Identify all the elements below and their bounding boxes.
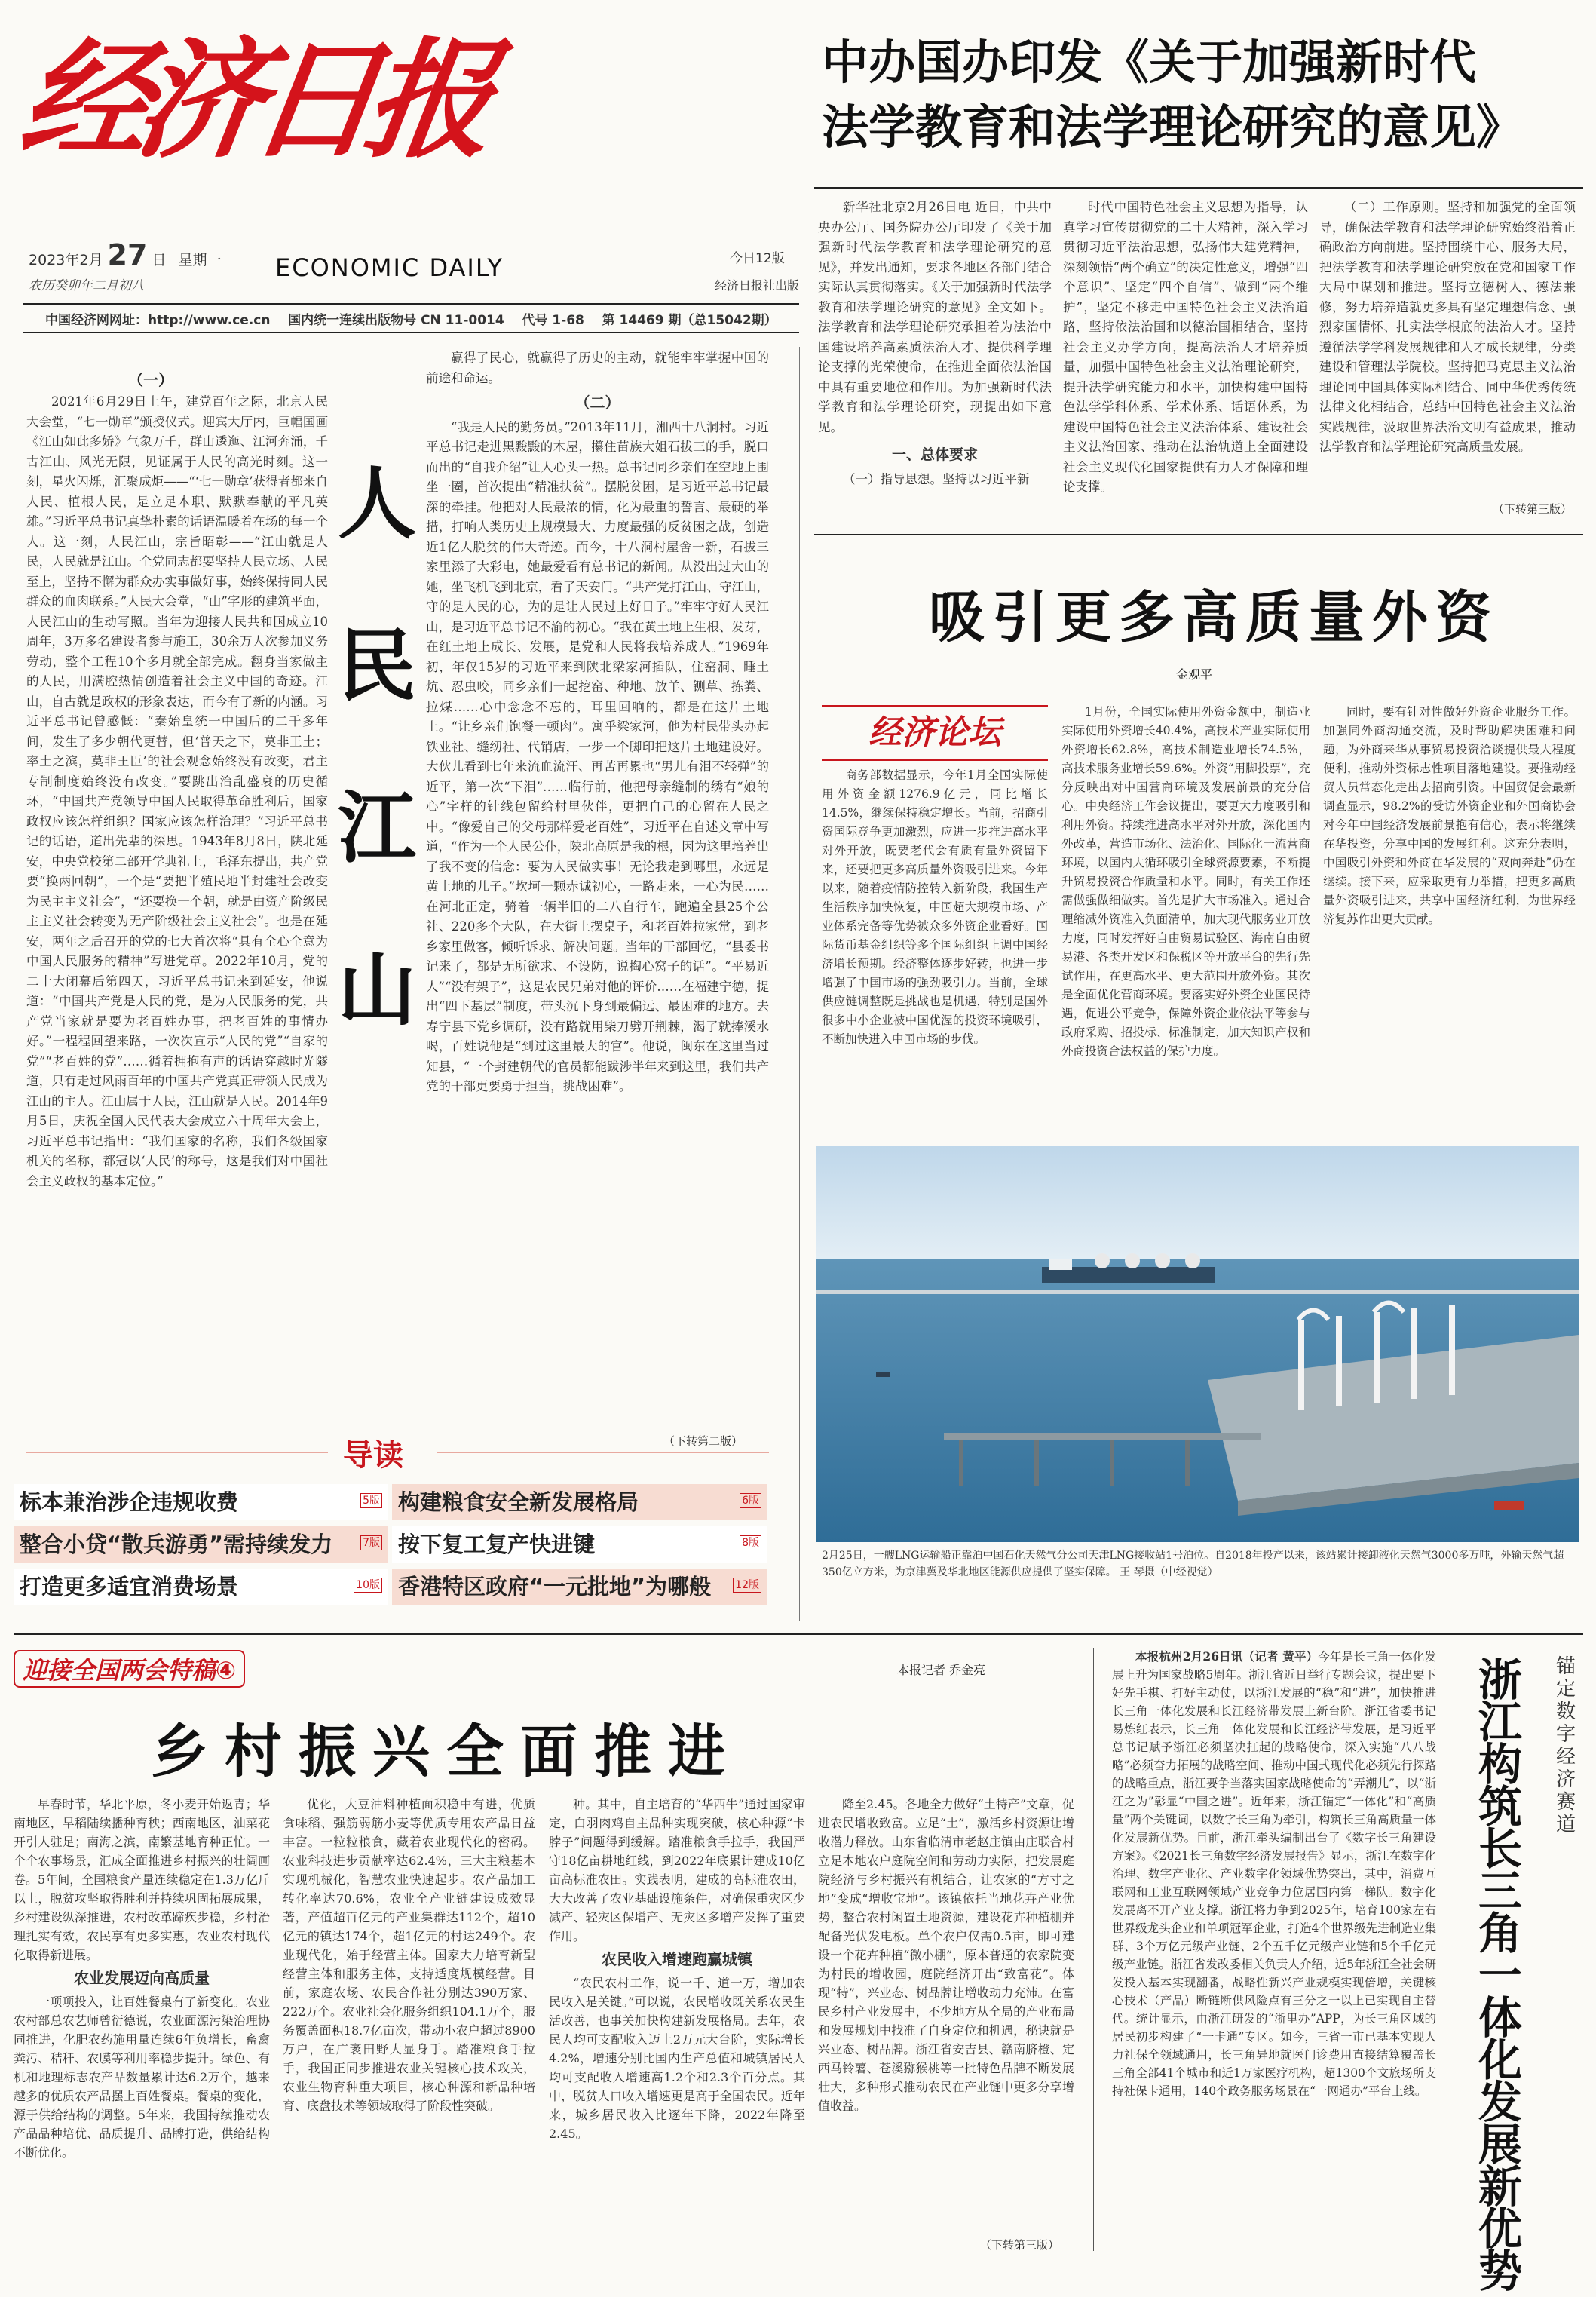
toc-item-6[interactable]: 香港特区政府“一元批地”为哪般 12版: [392, 1569, 767, 1605]
foreign-headline: 吸引更多高质量外资: [929, 585, 1499, 650]
date: 2023年2月 27 日 星期一: [29, 238, 222, 271]
law-article-col1: 新华社北京2月26日电 近日，中共中央办公厅、国务院办公厅印发了《关于加强新时代法学教育和法学理论研究的意见》，并发出通知，要求各地区各部门结合实际认真贯彻落实。《关于加强新时代法学教育和法学理论研究的意见》全文如下。法学教育和法学理论研究承担着为法治中国建设培养高素质法治人才、提供科学理论支撑的光荣使命，在推进全面依法治国中具有重要地位和作用。为加强新时代法学教育和法学理论研究，现提出如下意见。 一、总体要求 （一）指导思想。坚持以习近平新: [818, 200, 1052, 486]
headline1-rule: [814, 187, 1583, 189]
toc-title: 导读: [343, 1438, 403, 1473]
date-day: 27: [107, 238, 148, 271]
law-article-bottom-rule: [814, 534, 1583, 535]
rural-tag: 迎接全国两会特稿④: [14, 1650, 245, 1688]
masthead-rule: [23, 303, 799, 305]
publisher: 经济日报社出版: [715, 278, 800, 293]
zhejiang-headline: 浙江构筑长三角一体化发展新优势: [1478, 1655, 1522, 2297]
toc-item-4[interactable]: 按下复工复产快进键 8版: [392, 1526, 767, 1563]
lng-terminal-photo: [816, 1146, 1579, 1542]
commentary-jump: （下转第二版）: [663, 1434, 743, 1448]
law-article-col2: 时代中国特色社会主义思想为指导，认真学习宣传贯彻党的二十大精神，深入学习贯彻习近平法治思想，弘扬伟大建党精神，深刻领悟“两个确立”的决定性意义，增强“四个意识”、坚定“四个自信”、做到“两个维护”，坚定不移走中国特色社会主义法治道路，坚持依法治国和以德治国相结合，坚持社会主义办学方向，提高法治人才培养质量，加强中国特色社会主义法治理论研究，提升法学研究能力和水平，加快构建中国特色法学学科体系、学术体系、话语体系，为建设中国特色社会主义法治体系、建设社会主义法治国家、推动在法治轨道上全面建设社会主义现代化国家提供有力人才保障和理论支撑。: [1063, 200, 1308, 494]
rural-col1: 早春时节，华北平原，冬小麦开始返青；华南地区，早稻陆续播种育秧；西南地区，油菜花开引人驻足；南海之滨，南繁基地育种正忙。一个个农事场景，汇成全面推进乡村振兴的壮阔画卷。5年间，全国粮食产量连续稳定在1.3万亿斤以上，脱贫攻坚取得胜利并持续巩固拓展成果，乡村建设纵深推进，农村改革蹄疾步稳，乡村治理扎实有效，农民享有更多实惠，农业农村现代化取得新进展。 农业发展迈向高质量 一项项投入，让百姓餐桌有了新变化。农业农村部总农艺师曾衍德说，农业面源污染治理协同推进，化肥农药施用量连续6年负增长，畜禽粪污、秸秆、农膜等利用率稳步提升。绿色、有机和地理标志农产品数量累计达6.2万个，越来越多的优质农产品摆上百姓餐桌。餐桌的变化，源于供给结构的调整。5年来，我国持续推动农产品品种培优、品质提升、品牌打造，供给结构不断优化。: [14, 1797, 270, 2160]
rural-headline: 乡村振兴全面推进: [151, 1718, 742, 1785]
rural-zhejiang-divider: [1093, 1648, 1094, 2251]
law-article-col3: （二）工作原则。坚持和加强党的全面领导，确保法学教育和法学理论研究始终沿着正确政治方向前进。坚持围绕中心、服务大局，把法学教育和法学理论研究放在党和国家工作大局中谋划和推进。坚持立德树人、德法兼修，努力培养造就更多具有坚定理想信念、强烈家国情怀、扎实法学根底的法治人才。坚持遵循法学学科发展规律和人才成长规律，分类建设和管理法学院校。坚持把马克思主义法治理论同中国具体实际相结合、同中华优秀传统法律文化相结合，总结中国特色社会主义法治实践规律，汲取世界法治文明有益成果，推动法学教育和法学理论研究高质量发展。: [1319, 200, 1576, 454]
toc-item-1[interactable]: 标本兼治涉企违规收费 5版: [14, 1484, 388, 1520]
toc-divider-right: [437, 1452, 769, 1453]
foreign-col2: 1月份，全国实际使用外资金额中，制造业实际使用外资增长40.4%，高技术产业实际使用外资增长62.8%，高技术制造业增长74.5%，高技术服务业增长59.6%。外资“用脚投票”，充分反映出对中国营商环境及发展前景的充分信心。中央经济工作会议提出，要更大力度吸引和利用外资。持续推进高水平对外开放，深化国内外改革，营造市场化、法治化、国际化一流营商环境，以国内大循环吸引全球资源要素，不断提升贸易投资合作质量和水平。同时，有关工作还需做强做细做实。首先是扩大市场准入。通过合理缩减外资准入负面清单，加大现代服务业开放力度，同时发挥好自由贸易试验区、海南自由贸易港、各类开发区和保税区等开放平台的先行先试作用，在更高水平、更大范围开放外资。其次是全面优化营商环境。要落实好外资企业国民待遇，促进公平竞争，保障外资企业依法平等参与政府采购、招投标、标准制定，加大知识产权和外商投资合法权益的保护力度。: [1061, 705, 1310, 1058]
info-rule: [23, 332, 799, 333]
page-count: 今日12版: [730, 251, 785, 266]
photo-caption: 2月25日，一艘LNG运输船正靠泊中国石化天然气分公司天津LNG接收站1号泊位。自2018年投产以来，该站累计接卸液化天然气3000多万吨，外输天然气超350亿立方米，为京津冀及华北地区能源供应提供了坚实保障。 王 琴摄（中经视觉）: [822, 1550, 1564, 1578]
commentary-title: 人 民 江 山: [337, 457, 416, 1036]
publication-info: 中国经济网网址：http://www.ce.cn 国内统一连续出版物号 CN 11-0014 代号 1-68 第 14469 期（总15042期）: [45, 313, 777, 328]
commentary-col1: 2021年6月29日上午，建党百年之际，北京人民大会堂，“七一勋章”颁授仪式。迎宾大厅内，巨幅国画《江山如此多娇》气象万千，群山逶迤、江河奔涌，千古江山、风光无限，见证属于人民的高光时刻。这一刻，星火闪烁，汇聚成炬——“‘七一勋章’获得者都来自人民、植根人民，是立足本职、默默奉献的平凡英雄。”习近平总书记真挚朴素的话语温暖着在场的每一个人。这一刻，人民江山，宗旨昭彰——“江山就是人民，人民就是江山。全党同志都要坚持人民立场、人民至上，坚持不懈为群众办实事做好事，始终保持同人民群众的血肉联系。”人民大会堂，“山”字形的建筑平面，人民江山的生动写照。当年为迎接人民共和国成立10周年，3万多名建设者参与施工，30余万人次参加义务劳动，整个工程10个多月就全部完成。翻身当家做主的人民，用满腔热情创造着社会主义中国的奇迹。江山，自古就是政权的形象表达，而今有了新的内涵。习近平总书记曾感慨：“秦始皇统一中国后的二千多年间，发生了多少朝代更替，但‘普天之下，莫非王土；率土之滨，莫非王臣’的社会观念始终没有改变，君主专制制度始终没有改变。”要跳出治乱盛衰的历史循环，“中国共产党领导中国人民取得革命胜利后，国家政权应该怎样组织？国家应该怎样治理？”习近平总书记的话语，道出先辈的深思。1943年8月8日，陕北延安，中央党校第二部开学典礼上，毛泽东提出，共产党要“换两回朝”，一个是“要把半殖民地半封建社会改变为民主主义社会”，“还要换一个朝，就是由资产阶级民主主义社会转变为无产阶级社会主义社会”。也是在延安，两年之后召开的党的七大首次将“具有全心全意为中国人民服务的精神”写进党章。2022年10月，党的二十大闭幕后第四天，习近平总书记来到延安，他说道：“中国共产党是人民的党，是为人民服务的党，共产党当家就是要为老百姓办事，把老百姓的事情办好。”一程程回望来路，一次次宣示“人民的党”“自家的党”“老百姓的党”……循着拥抱有声的话语穿越时光隧道，只有走过风雨百年的中国共产党真正带领人民成为江山的主人。江山属于人民，江山就是人民。2014年9月5日，庆祝全国人民代表大会成立六十周年大会上，习近平总书记指出：“我们国家的名称，我们各级国家机关的名称，都冠以‘人民’的称号，这是我们对中国社会主义政权的基本定位。”: [26, 394, 328, 1188]
commentary-col2: 赢得了民心，就赢得了历史的主动，就能牢牢掌握中国的前途和命运。 （二） “我是人民的勤务员。”2013年11月，湘西十八洞村。习近平总书记走进黑黢黢的木屋，攥住苗族大姐石拔三的手，脱口而出的“自我介绍”让人心头一热。总书记同乡亲们在空地上围坐一圈，首次提出“精准扶贫”。摆脱贫困，是习近平总书记最深的牵挂。他把对人民最浓的情，化为最重的誓言、最硬的举措，打响人类历史上规模最大、力度最强的反贫困之战，创造近1亿人脱贫的伟大奇迹。而今，十八洞村屋舍一新，石拔三家里添了大彩电，她最爱看有总书记的新闻。从没出过大山的她，坐飞机飞到北京，看了天安门。“共产党打江山、守江山，守的是人民的心，为的是让人民过上好日子。”牢牢守好人民江山，是习近平总书记不渝的初心。“我在黄土地上生根、发芽，在红土地上成长、发展，是党和人民将我培养成人。”1969年初，年仅15岁的习近平来到陕北梁家河插队，住窑洞、睡土炕、忍虫咬，同乡亲们一起挖窑、种地、放羊、铡草、拣粪、拉煤……心中念念不忘的，耳里回响的，都是在这片土地上。“让乡亲们饱餐一顿肉”。寓乎梁家河，他为村民带头办起铁业社、缝纫社、代销店，一步一个脚印把这片土地建设好。大伙儿看到七年来流血流汗、再苦再累也“男儿有泪不轻弹”的近平，第一次“下泪”……临行前，他把母亲缝制的绣有“娘的心”字样的针线包留给村里伙伴，更把自己的心留在人民之中。“像爱自己的父母那样爱老百姓”，习近平在自述文章中写道，“作为一个人民公仆，陕北高原是我的根，因为这里培养出了我不变的信念：要为人民做实事！无论我走到哪里，永远是黄土地的儿子。”坎坷一颗赤诚初心，一路走来，一心为民……在河北正定，骑着一辆半旧的二八自行车，跑遍全县25个公社、220多个大队，在大街上摆桌子，和老百姓拉家常，到老乡家里做客，倾听诉求、解决问题。当年的干部回忆，“县委书记来了，都是无所欲求、不设防，说掏心窝子的话”。“平易近人”“没有架子”，这是农民兄弟对他的评价……在福建宁德，提出“四下基层”制度，带头沉下身到最偏远、最困难的地方。去寿宁县下党乡调研，没有路就用柴刀劈开荆棘，渴了就捧溪水喝，百姓说他是“到过这里最大的官”。他说，闽东在这里当过知县，“一个封建朝代的官员都能跋涉半年来到这里，我们共产党的干部更要勇于担当，挑战困难”。: [426, 351, 769, 1093]
rural-col2: 优化，大豆油料种植面积稳中有进，优质食味稻、强筋弱筋小麦等优质专用农产品日益丰富。一粒粒粮食，藏着农业现代化的密码。农业科技进步贡献率达62.4%，三大主粮基本实现机械化，智慧农业快速起步。农产品加工转化率达70.6%，农业全产业链建设成效显著，产值超百亿元的产业集群达112个，超10亿元的镇达174个，超1亿元的村达249个。农业现代化，始于经营主体。国家大力培育新型经营主体和服务主体，支持适度规模经营。目前，家庭农场、农民合作社分别达390万家、222万个。农业社会化服务组织104.1万个，服务覆盖面积18.7亿亩次，带动小农户超过8900万户，在广袤田野大显身手。踏准粮食手拉手，我国正同步推进农业关键核心技术攻关，农业生物育种重大项目，核心种源和新品种培育、底盘技术等领域取得了阶段性突破。: [283, 1797, 535, 2113]
foreign-col3: 同时，要有针对性做好外资企业服务工作。加强同外商沟通交流，及时帮助解决困难和问题，为外商来华从事贸易投资洽谈提供最大程度便利，推动外资标志性项目落地建设。要推动经贸人员常态化走出去招商引资。中国贸促会最新调查显示，98.2%的受访外资企业和外国商协会对今年中国经济发展前景抱有信心，表示将继续在华投资，分享中国的发展红利。这充分表明，中国吸引外资和外商在华发展的“双向奔赴”仍在继续。接下来，应采取更有力举措，把更多高质量外资吸引进来，共享中国经济红利，为世界经济复苏作出更大贡献。: [1323, 705, 1576, 926]
upper-section-bottom-rule: [14, 1633, 1583, 1635]
headline-law-education: 中办国办印发《关于加强新时代 法学教育和法学理论研究的意见》: [822, 35, 1524, 155]
toc-item-2[interactable]: 构建粮食安全新发展格局 6版: [392, 1484, 767, 1520]
toc-item-3[interactable]: 整合小贷“散兵游勇”需持续发力 7版: [14, 1526, 388, 1563]
law-article-jump: （下转第三版）: [1493, 502, 1573, 516]
rural-col4: 降至2.45。各地全力做好“土特产”文章，促进农民增收致富。立足“土”，激活乡村资源让增收潜力释放。山东省临清市老赵庄镇由庄联合村立足本地农户庭院空间和劳动力实际，把发展庭院经济与乡村振兴有机结合，让农家的“方寸之地”变成“增收宝地”。该镇依托当地花卉产业优势，整合农村闲置土地资源，建设花卉种植棚并配备光伏发电板。单个农户仅需0.5亩，即可建设一个花卉种植“微小棚”，原本普通的农家院变为村民的增收园，庭院经济开出“致富花”。体现“特”，兴业态、树品牌让增收动力充沛。在富民乡村产业发展中，不少地方从全局的产业布局和发展规划中找准了自身定位和机遇，秘诀就是兴业态、树品牌。浙江省安吉县、赣南脐橙、定西马铃薯、苍溪猕猴桃等一批特色品牌不断发展壮大，多种形式推动农民在产业链中更多分享增值收益。: [818, 1797, 1074, 2113]
lng-photo-illustration: [816, 1146, 1579, 1542]
english-title: ECONOMIC DAILY: [275, 253, 504, 282]
foreign-byline: 金观平: [1176, 667, 1213, 682]
zhejiang-body: 本报杭州2月26日讯（记者 黄平）今年是长三角一体化发展上升为国家战略5周年。浙江省近日举行专题会议，提出要下好先手棋、打好主动仗，以浙江发展的“稳”和“进”，加快推进长三角一体化发展和长江经济带发展上新台阶。浙江省委书记易炼红表示，长三角一体化发展和长江经济带发展，是习近平总书记赋予浙江必须坚决扛起的战略使命，深入实施“八八战略”必须奋力拓展的战略空间、推动中国式现代化必须先行探路的战略重点，浙江要争当落实国家战略使命的“弄潮儿”，以“浙江之为”彰显“中国之进”。近年来，浙江锚定“一体化”和“高质量”两个关键词，以数字长三角为牵引，构筑长三角高质量一体化发展新优势。目前，浙江牵头编制出台了《数字长三角建设方案》。《2021长三角数字经济发展报告》显示，浙江在数字化治理、数字产业化、产业数字化领域优势突出，其中，消费互联网和工业互联网领域产业竞争力位居国内第一梯队。数字化发展离不开产业支撑。浙江将力争到2025年，培育100家左右世界级龙头企业和单项冠军企业，打造4个世界级先进制造业集群、3个万亿元级产业链、2个五千亿元级产业链和5个千亿元级产业链。浙江省发改委相关负责人介绍，近5年浙江全社会研发投入基本实现翻番，战略性新兴产业规模实现倍增，关键核心技术（产品）断链断供风险点有三分之一以上已实现自主替代。统计显示，由浙江研发的“浙里办”APP，为长三角区域的居民初步构建了“一卡通”专区。如今，三省一市已基本实现人力社保全领域通用，长三角异地就医门诊费用直接结算覆盖长三角全部41个城市和近1万家医疗机构，超1300个文旅场所支持社保卡通用，140个政务服务场景在“一网通办”平台上线。: [1112, 1649, 1436, 2098]
lunar-date: 农历癸卯年二月初八: [29, 278, 144, 293]
toc-item-5[interactable]: 打造更多适宜消费场景 10版: [14, 1569, 388, 1605]
toc-divider-left: [26, 1452, 328, 1453]
masthead-title: 经济日报: [11, 25, 492, 176]
commentary-marker-1: （一）: [128, 371, 173, 389]
foreign-col1: 商务部数据显示，今年1月全国实际使用外资金额1276.9亿元，同比增长14.5%，继续保持稳定增长。当前，招商引资国际竞争更加激烈，应进一步推进高水平对外开放，既要老代会有质有量外资留下来，还要把更多高质量外资吸引进来。今年以来，随着疫情防控转入新阶段，我国生产生活秩序加快恢复，中国超大规模市场、产业体系完备等优势被众多外资企业看好。国际货币基金组织等多个国际组织上调中国经济增长预期。经济整体逐步好转，也进一步增强了中国市场的强劲吸引力。当前，全球供应链调整既是挑战也是机遇，特别是国外很多中小企业被中国优渥的投资环境吸引，不断加快进入中国市场的步伐。: [822, 768, 1048, 1046]
forum-badge: 经济论坛: [822, 705, 1048, 761]
rural-jump: （下转第三版）: [980, 2238, 1060, 2252]
rural-byline: 本报记者 乔金亮: [897, 1663, 986, 1677]
zhejiang-kicker: 锚定数字经济赛道: [1556, 1655, 1576, 1836]
rural-col3: 种。其中，自主培育的“华西牛”通过国家审定，白羽肉鸡自主品种实现突破，核心种源“卡脖子”问题得到缓解。踏准粮食手拉手，我国严守18亿亩耕地红线，到2022年底累计建成10亿亩高标准农田。实践表明，建成的高标准农田，大大改善了农业基础设施条件，对确保重灾区少减产、轻灾区保增产、无灾区多增产发挥了重要作用。 农民收入增速跑赢城镇 “农民农村工作，说一千、道一万，增加农民收入是关键。”可以说，农民增收既关系农民生活改善，也事关加快构建新发展格局。去年，农民人均可支配收入迈上2万元大台阶，实际增长4.2%，增速分别比国内生产总值和城镇居民人均可支配收入增速高1.2个和2.3个百分点。其中，脱贫人口收入增速更是高于全国农民。近年来，城乡居民收入比逐年下降，2022年降至2.45。: [549, 1797, 805, 2141]
section-divider-vertical: [799, 347, 800, 1621]
